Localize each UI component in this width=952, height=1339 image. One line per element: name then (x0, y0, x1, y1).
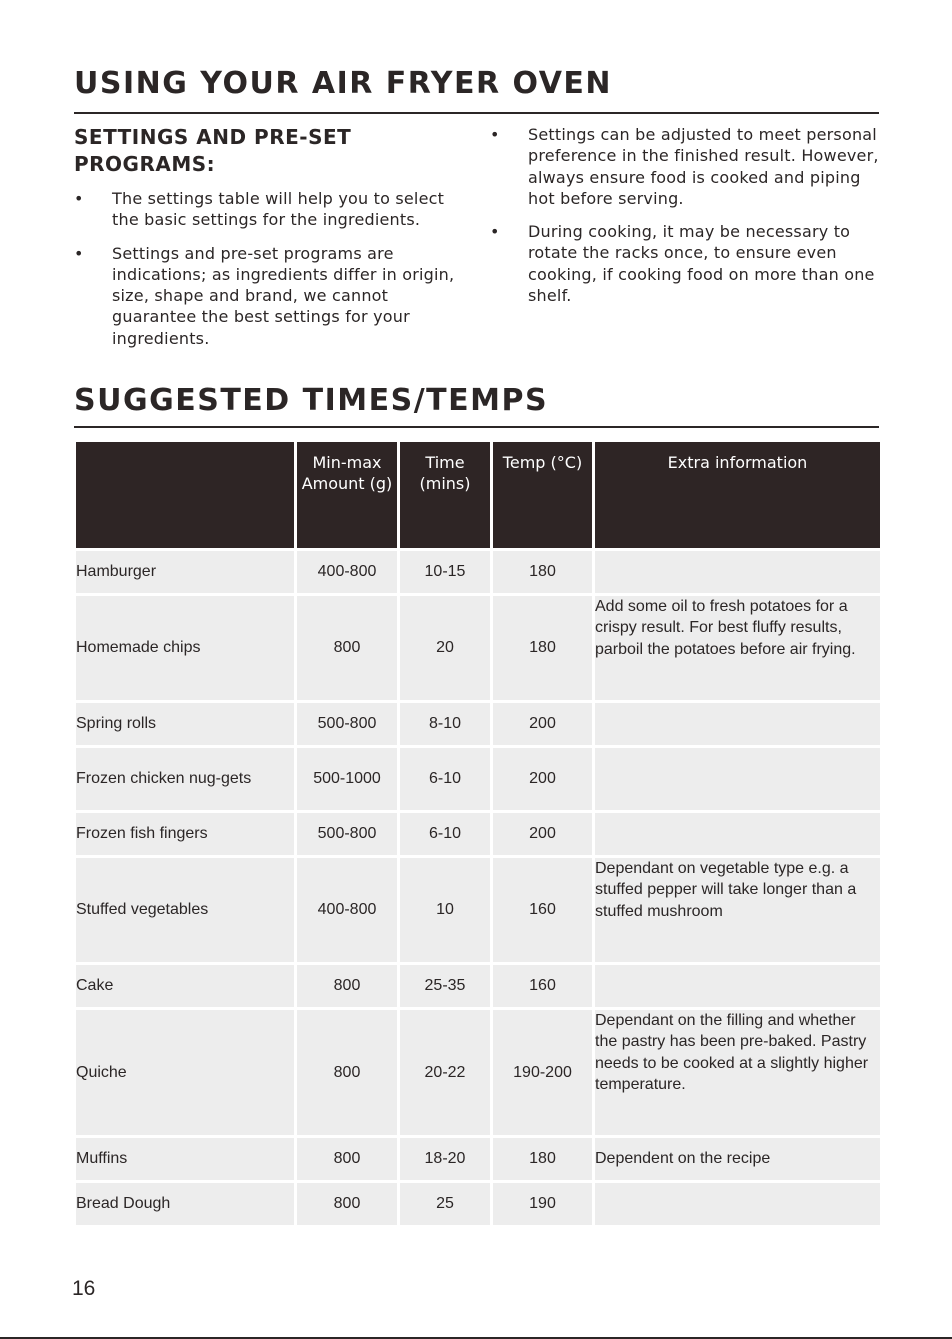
food-cell: Bread Dough (76, 1183, 294, 1225)
extra-cell (595, 1183, 880, 1225)
bullet-text: Settings and pre-set programs are indications; as ingredients differ in origin, size, shape and brand, we cannot guarantee the best settings for your ingredients. (112, 243, 455, 348)
amount-cell: 500-1000 (297, 748, 397, 810)
temp-cell: 200 (493, 703, 592, 745)
header-extra: Extra information (595, 442, 880, 548)
food-cell: Stuffed vegetables (76, 858, 294, 962)
temp-cell: 160 (493, 965, 592, 1007)
extra-cell: Add some oil to fresh potatoes for a crispy result. For best fluffy results, parboil the potatoes before air frying. (595, 596, 880, 700)
settings-right-list (490, 124, 882, 318)
title-divider (74, 112, 879, 114)
bullet-icon: • (74, 189, 84, 208)
table-row (76, 748, 880, 810)
food-cell: Hamburger (76, 551, 294, 593)
times-temps-table (73, 439, 883, 1228)
temp-cell: 180 (493, 551, 592, 593)
temp-cell: 160 (493, 858, 592, 962)
time-cell: 10-15 (400, 551, 490, 593)
list-item (490, 124, 882, 209)
time-cell: 18-20 (400, 1138, 490, 1180)
list-item (490, 221, 882, 306)
amount-cell: 800 (297, 1138, 397, 1180)
time-cell: 6-10 (400, 748, 490, 810)
table-header-row (76, 442, 880, 548)
food-cell: Spring rolls (76, 703, 294, 745)
table-row (76, 551, 880, 593)
temp-cell: 190-200 (493, 1010, 592, 1135)
amount-cell: 800 (297, 965, 397, 1007)
bullet-text: The settings table will help you to select the basic settings for the ingredients. (112, 189, 445, 230)
bullet-icon: • (490, 125, 500, 144)
food-cell: Quiche (76, 1010, 294, 1135)
settings-heading: SETTINGS AND PRE-SET PROGRAMS: (74, 125, 352, 176)
time-cell: 10 (400, 858, 490, 962)
table-row (76, 858, 880, 962)
food-cell: Frozen fish fingers (76, 813, 294, 855)
food-cell: Cake (76, 965, 294, 1007)
time-cell: 8-10 (400, 703, 490, 745)
table-row (76, 813, 880, 855)
temp-cell: 200 (493, 748, 592, 810)
amount-cell: 500-800 (297, 703, 397, 745)
header-temp: Temp (°C) (493, 442, 592, 548)
temp-cell: 180 (493, 596, 592, 700)
table-row (76, 965, 880, 1007)
amount-cell: 400-800 (297, 551, 397, 593)
table-row (76, 1183, 880, 1225)
extra-cell: Dependant on vegetable type e.g. a stuffed pepper will take longer than a stuffed mushroom (595, 858, 880, 962)
table-row (76, 1138, 880, 1180)
table-row (76, 596, 880, 700)
amount-cell: 800 (297, 1010, 397, 1135)
extra-cell (595, 551, 880, 593)
time-cell: 25 (400, 1183, 490, 1225)
bullet-text: During cooking, it may be necessary to rotate the racks once, to ensure even cooking, if cooking food on more than one shelf. (528, 222, 875, 306)
bullet-icon: • (74, 243, 84, 263)
amount-cell: 400-800 (297, 858, 397, 962)
settings-left-list (74, 188, 459, 361)
food-cell: Muffins (76, 1138, 294, 1180)
page-title: USING YOUR AIR FRYER OVEN (74, 66, 613, 101)
extra-cell: Dependent on the recipe (595, 1138, 880, 1180)
food-cell: Frozen chicken nug-gets (76, 748, 294, 810)
time-cell: 20 (400, 596, 490, 700)
table-row (76, 703, 880, 745)
extra-cell (595, 965, 880, 1007)
extra-cell (595, 813, 880, 855)
table-row (76, 1010, 880, 1135)
suggested-divider (74, 426, 879, 428)
header-food (76, 442, 294, 548)
amount-cell: 800 (297, 1183, 397, 1225)
header-amount: Min-max Amount (g) (297, 442, 397, 548)
extra-cell: Dependant on the filling and whether the pastry has been pre-baked. Pastry needs to be cooked at a slightly higher temperature. (595, 1010, 880, 1135)
bullet-text: Settings can be adjusted to meet personal preference in the finished result. However, always ensure food is cooked and piping hot before serving. (528, 125, 879, 208)
temp-cell: 190 (493, 1183, 592, 1225)
suggested-heading: SUGGESTED TIMES/TEMPS (74, 383, 549, 418)
amount-cell: 500-800 (297, 813, 397, 855)
temp-cell: 200 (493, 813, 592, 855)
time-cell: 25-35 (400, 965, 490, 1007)
time-cell: 20-22 (400, 1010, 490, 1135)
header-time: Time (mins) (400, 442, 490, 548)
list-item (74, 243, 459, 349)
bullet-icon: • (490, 222, 500, 242)
time-cell: 6-10 (400, 813, 490, 855)
list-item (74, 188, 459, 231)
extra-cell (595, 703, 880, 745)
temp-cell: 180 (493, 1138, 592, 1180)
food-cell: Homemade chips (76, 596, 294, 700)
amount-cell: 800 (297, 596, 397, 700)
page-number: 16 (72, 1277, 96, 1300)
extra-cell (595, 748, 880, 810)
